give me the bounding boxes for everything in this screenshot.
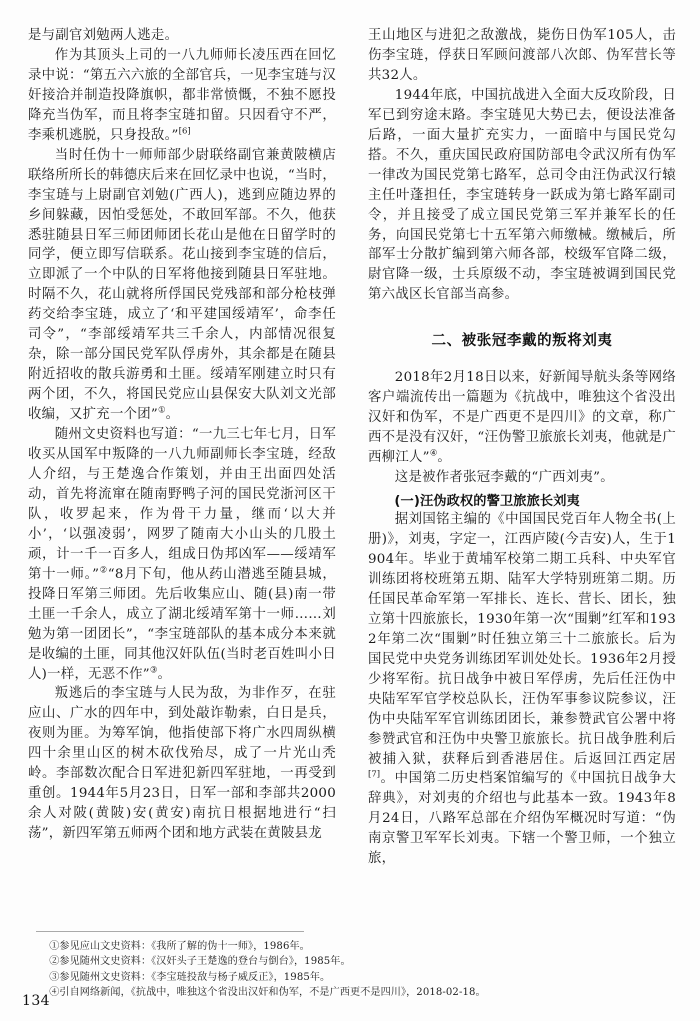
footnote-item: ①参见应山文史资料：《我所了解的伪十一师》，1986年。	[49, 941, 310, 952]
paragraph-text: 作为其顶头上司的一八九师师长凌压西在回忆录中说：“第五六六旅的全部官兵，一见李宝琏与汉奸接洽并制造投降旗帜，都非常愤慨，不独不愿投降充当伪军，而且将李宝琏扣留。只因看守不严，李乘机逃脱，只身投敌。”	[28, 47, 336, 143]
paragraph	[368, 368, 676, 468]
paragraph	[28, 46, 336, 146]
footnote-marker: ①	[158, 405, 166, 416]
paragraph: 1944年底，中国抗战进入全面大反攻阶段，日军已到穷途末路。李宝琏见大势已去，便设法准备后路，一面大量扩充实力，一面暗中与国民党勾搭。不久，重庆国民政府国防部电令武汉所有伪军一律改为国民党第七路军，总司令由汪伪武汉行辕主任叶蓬担任，李宝琏转身一跃成为第七路军副司令，并且接受了成立国民党第三军并兼军长的任务，向国民党第七十五军第六师缴械。缴械后，所部军士分散扩编到第六师各部，校级军官降二级，尉官降一级，士兵原级不动，李宝琏被调到国民党第六战区长官部当高参。	[368, 87, 676, 303]
paragraph	[28, 425, 336, 684]
paragraph-trailing: 。	[380, 771, 395, 787]
paragraph	[368, 510, 676, 869]
paragraph-text-continued: 中国第二历史档案馆编写的《中国抗日战争大辞典》，对刘夷的介绍也与此基本一致。1943年8月24日，八路军总部在介绍伪军概况时写道：“伪南京警卫军军长刘夷。下辖一个警卫师，一个独立旅，	[368, 771, 676, 867]
paragraph: 这是被作者张冠李戴的“广西刘夷”。	[394, 470, 614, 486]
footnote-marker: [6]	[178, 126, 191, 137]
footnote-item: ③参见随州文史资料：《李宝琏投敌与杨子威反正》，1985年。	[49, 971, 331, 983]
paragraph	[28, 146, 336, 425]
paragraph-text: 随州文史资料也写道：“一九三七年七月，日军收买从国军中叛降的一八九师副师长李宝琏，经敌人介绍，与王楚逸合作策划，并由王出面四处活动，首先将流窜在随南野鸭子河的国民党浙河区干队，收罗起来，作为骨干力量，继而‘以大并小’，‘以强凌弱’，网罗了随南大小山头的几股土顽，计一千一百多人，组成日伪邦凶军——绥靖军第十一师。”	[28, 427, 336, 582]
paragraph-text: 2018年2月18日以来，好新闻导航头条等网络客户端流传出一篇题为《抗战中，唯独这个省没出汉奸和伪军，不是广西更不是四川》的文章，称广西不是没有汉奸，“汪伪警卫旅旅长刘夷，他就是广西柳江人”	[368, 370, 676, 466]
paragraph-trailing: 。	[437, 450, 452, 466]
paragraph-trailing: 。	[165, 407, 180, 423]
paragraph: 王山地区与进犯之敌激战，毙伤日伪军105人，击伤李宝琏，俘获日军顾问渡部八次郎、伪军营长等共32人。	[368, 28, 676, 83]
section-heading: 二、被张冠李戴的叛将刘夷	[431, 333, 613, 350]
paragraph-text-continued: “8月下旬，他从药山潜逃至随县城，投降日军第三师团。先后收集应山、随(县)南一带土匪一千余人，成立了湖北绥靖军第十一师……刘勉为第一团团长”，“李宝琏部队的基本成分本来就是收编的土匪，同其他汉奸队伍(当时老百姓叫小日人)一样，无恶不作”	[28, 566, 336, 682]
footnote-item: ④引自网络新闻，《抗战中，唯独这个省没出汉奸和伪军，不是广西更不是四川》，2018-02-18。	[49, 987, 486, 999]
footnote-marker: ②	[99, 565, 108, 576]
paragraph-text: 据刘国铭主编的《中国国民党百年人物全书(上册)》，刘夷，字定一，江西庐陵(今吉安)人，生于1904年。毕业于黄埔军校第二期工兵科、中央军官训练团将校班第五期、陆军大学特别班第二期。历任国民革命军第一军排长、连长、营长、团长，独立第十四旅旅长，1930年第一次“围剿”红军和1932年第二次“围剿”时任独立第三十二旅旅长。后为国民党中央党务训练团军训处处长。1936年2月授少将军衔。抗日战争中被日军俘虏，先后任汪伪中央陆军军官学校总队长，汪伪军事参议院参议，汪伪中央陆军军官训练团团长，兼参赞武官公署中将参赞武官和汪伪中央警卫旅旅长。抗日战争胜利后被捕入狱，获释后到香港居住。后返回江西定居	[368, 512, 676, 767]
footnote-marker: ③	[149, 665, 158, 676]
page-number: 134	[22, 993, 50, 1009]
paragraph: 叛逃后的李宝琏与人民为敌，为非作歹，在驻应山、广水的四年中，到处敲诈勒索，白日是兵，夜则为匪。为筹军饷，他指使部下将广水四周纵横四十余里山区的树木砍伐殆尽，成了一片光山秃岭。李部数次配合日军进犯新四军驻地，一再受到重创。1944年5月23日，日军一部和李部共2000余人对陂(黄陂)安(黄安)南抗日根据地进行“扫荡”，新四军第五师两个团和地方武装在黄陂县龙	[28, 686, 336, 842]
footnote-marker: [7]	[368, 769, 381, 780]
footnote-marker: ④	[429, 448, 438, 459]
paragraph-trailing: 。	[157, 666, 172, 682]
subsection-heading: (一)汪伪政权的警卫旅旅长刘夷	[394, 494, 580, 510]
right-text-column	[368, 26, 676, 869]
paragraph: 是与副官刘勉两人逃走。	[28, 28, 179, 43]
left-text-column	[28, 26, 336, 844]
footnote-item: ②参见随州文史资料：《汉奸头子王楚逸的登台与倒台》，1985年。	[49, 956, 351, 968]
footnote-separator-rule	[36, 931, 304, 932]
text-columns	[0, 26, 700, 926]
footnote-area	[28, 931, 672, 1001]
paragraph-text: 当时任伪十一师师部少尉联络副官兼黄陂横店联络所所长的韩德庆后来在回忆录中也说，“当时，李宝琏与上尉副官刘勉(广西人)，逃到应随边界的乡间躲藏，因怕受惩处，不敢回军部。不久，他获悉驻随县日军三师团师团长花山是他在日留学时的同学，便立即写信联系。花山接到李宝琏的信后，立即派了一个中队的日军将他接到随县日军驻地。时隔不久，花山就将所俘国民党残部和部分枪枝弹药交给李宝琏，成立了‘和平建国绥靖军’，命李任司令”，“李部绥靖军共三千余人，内部情况很复杂，除一部分国民党军队俘虏外，其余都是在随县附近招收的散兵游勇和土匪。绥靖军刚建立时只有两个团，不久，将国民党应山县保安大队刘文光部收编，又扩充一个团”	[28, 147, 336, 423]
